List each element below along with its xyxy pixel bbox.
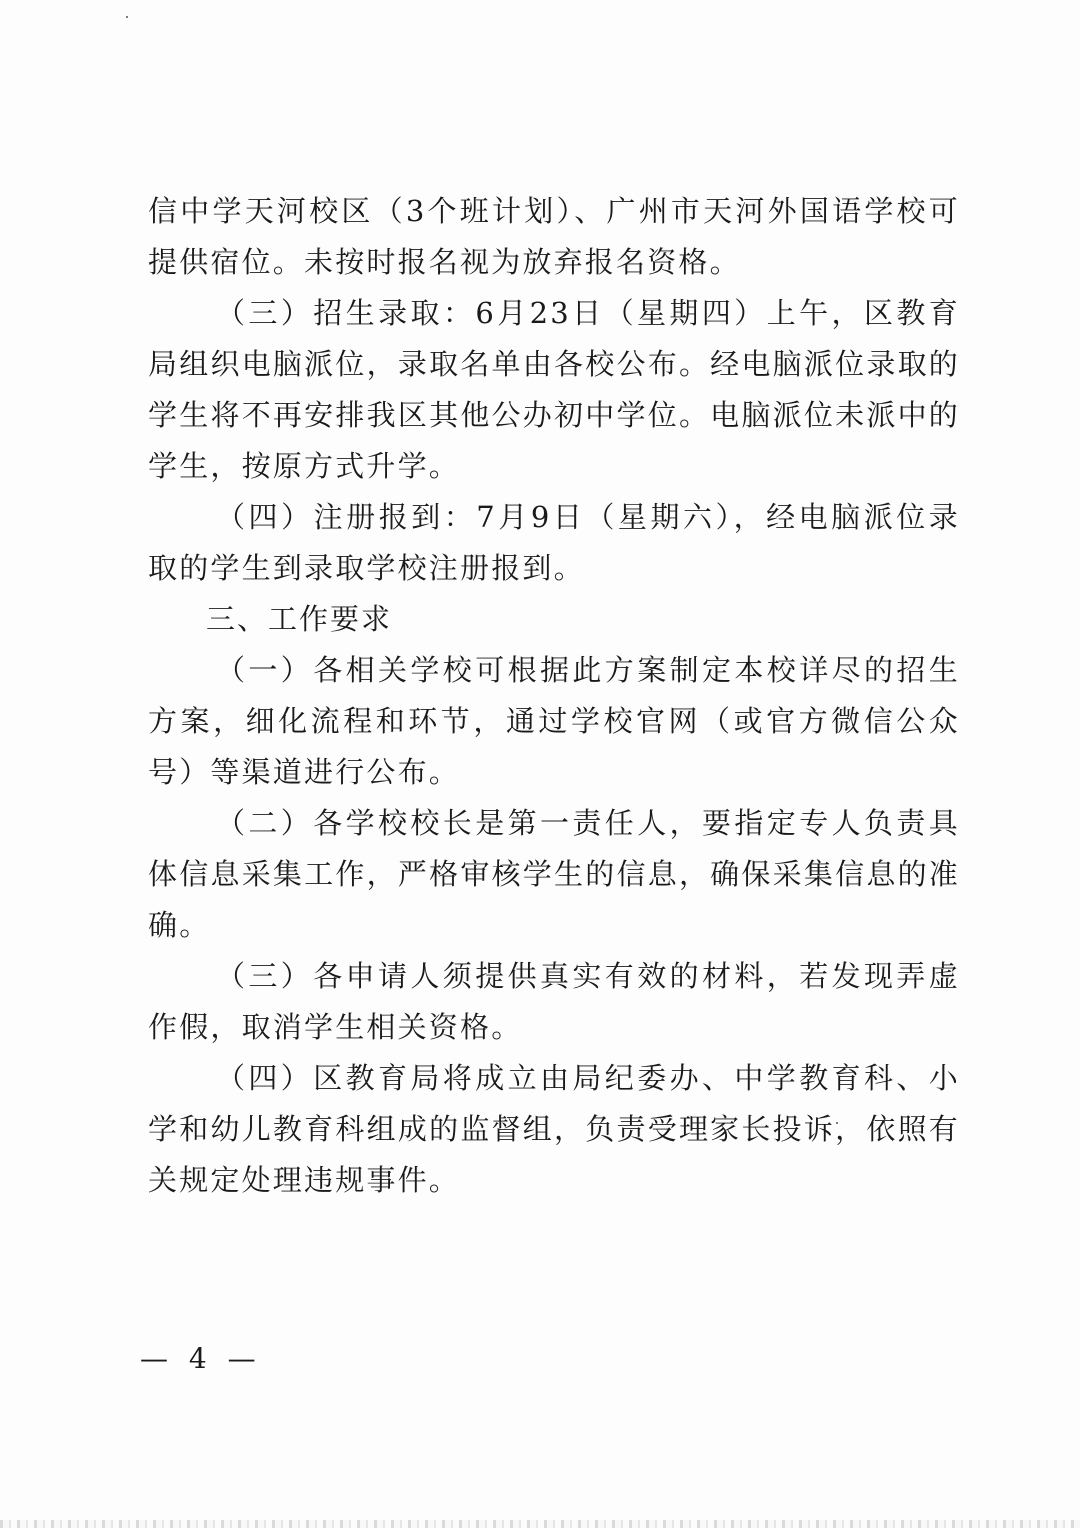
scan-speck <box>126 16 128 18</box>
paragraph-enrollment-admission: （三）招生录取：6月23日（星期四）上午，区教育局组织电脑派位，录取名单由各校公布。经电脑派位录取的学生将不再安排我区其他公办初中学位。电脑派位未派中的学生，按原方式升学。 <box>148 296 960 483</box>
paragraph-requirement-3: （三）各申请人须提供真实有效的材料，若发现弄虚作假，取消学生相关资格。 <box>148 959 960 1044</box>
document-body <box>148 186 960 1206</box>
paragraph-continuation: 信中学天河校区（3个班计划）、广州市天河外国语学校可提供宿位。未按时报名视为放弃报名资格。 <box>148 194 960 279</box>
paragraph-registration: （四）注册报到：7月9日（星期六），经电脑派位录取的学生到录取学校注册报到。 <box>148 500 960 585</box>
section-heading-work-requirements: 三、工作要求 <box>206 602 393 636</box>
paragraph-requirement-2: （二）各学校校长是第一责任人，要指定专人负责具体信息采集工作，严格审核学生的信息，确保采集信息的准确。 <box>148 806 960 942</box>
scan-edge-artifact <box>0 1520 1080 1528</box>
paragraph-requirement-1: （一）各相关学校可根据此方案制定本校详尽的招生方案，细化流程和环节，通过学校官网（或官方微信公众号）等渠道进行公布。 <box>148 653 960 789</box>
paragraph-requirement-4: （四）区教育局将成立由局纪委办、中学教育科、小学和幼儿教育科组成的监督组，负责受理家长投诉，依照有关规定处理违规事件。 <box>148 1061 960 1197</box>
page-number: — 4 — <box>140 1342 262 1375</box>
